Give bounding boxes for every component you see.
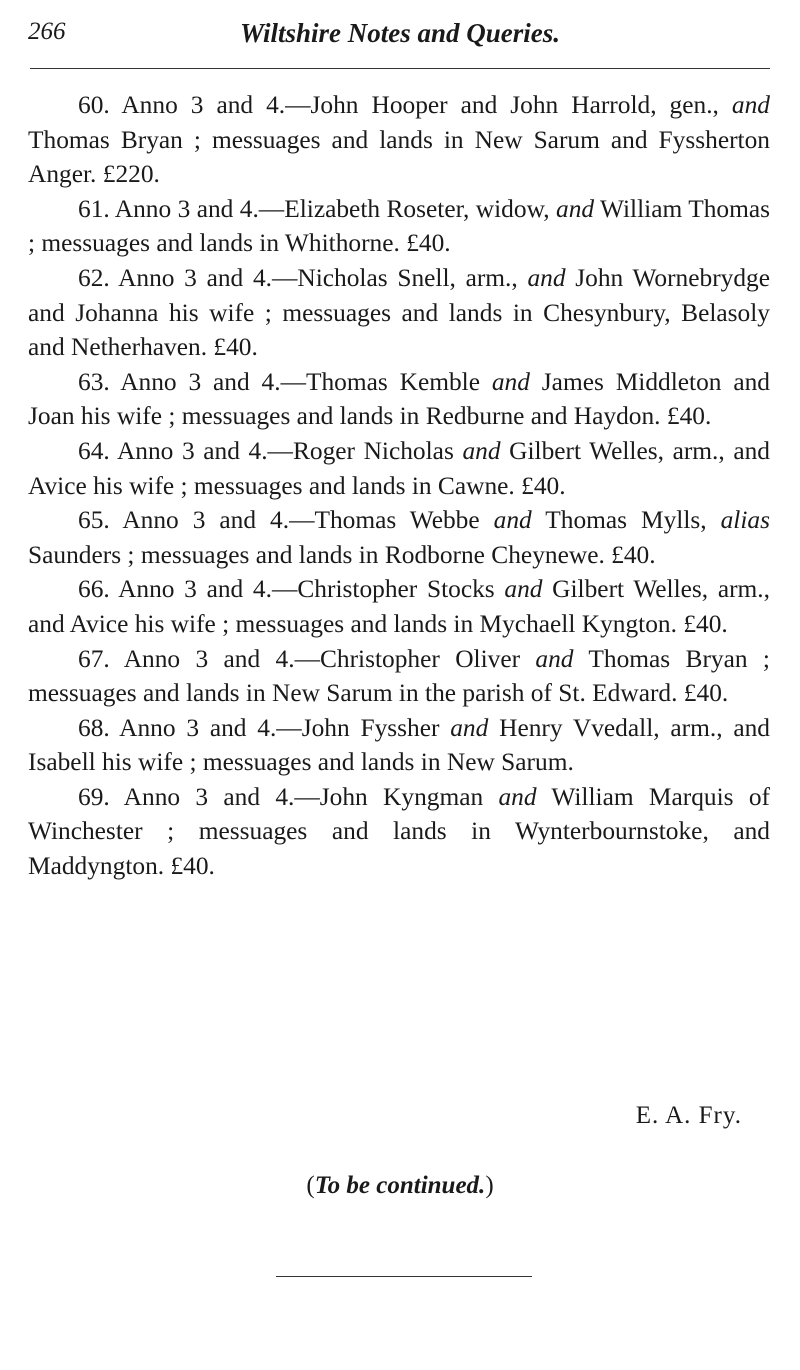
entry-head: Anno 3 and 4.—John Hooper and John Harrold, gen., — [121, 91, 732, 119]
entry-61 — [28, 192, 770, 261]
entry-conjunction: and — [450, 713, 489, 742]
entry-conjunction: and — [491, 367, 530, 396]
entry-conjunction: and — [493, 506, 532, 535]
entry-60 — [28, 88, 770, 192]
page-number: 266 — [28, 18, 66, 45]
continued-close-paren: ) — [485, 1172, 494, 1199]
entry-number: 62. — [78, 263, 110, 292]
entry-number: 66. — [78, 575, 110, 604]
entry-rest: James Middleton and Joan his wife ; messuages and lands in Redburne and Haydon. £40. — [28, 367, 771, 431]
entry-number: 69. — [78, 782, 110, 811]
entry-rest: Henry Vvedall, arm., and Isabell his wife ; messuages and lands in New Sarum. — [28, 713, 771, 777]
entry-rest: Thomas Bryan ; messuages and lands in New Sarum in the parish of St. Edward. £40. — [28, 644, 770, 708]
continued-text: To be continued. — [314, 1172, 486, 1199]
entry-conjunction: and — [556, 194, 595, 223]
entry-conjunction: and — [498, 782, 537, 811]
entry-number: 67. — [78, 644, 110, 673]
entry-head: Anno 3 and 4.—Elizabeth Roseter, widow, — [114, 194, 557, 223]
entry-conjunction: and — [462, 436, 501, 465]
entry-67 — [28, 642, 770, 711]
entry-head: Anno 3 and 4.—Christopher Stocks — [118, 575, 505, 604]
entry-rest: Gilbert Welles, arm., and Avice his wife ; messuages and lands in Mychaell Kyngton. £40. — [28, 575, 771, 638]
entry-head: Anno 3 and 4.—Nicholas Snell, arm., — [118, 263, 528, 292]
entry-number: 64. — [78, 436, 110, 465]
entry-62 — [28, 261, 770, 365]
continued-note — [0, 1172, 800, 1200]
entry-rest: Gilbert Welles, arm., and Avice his wife ; messuages and lands in Cawne. £40. — [28, 436, 770, 500]
entries-list — [28, 88, 770, 884]
entry-head: Anno 3 and 4.—John Kyngman — [123, 782, 499, 811]
entry-conjunction: and — [731, 91, 770, 119]
entry-rest: William Thomas ; messuages and lands in Whithorne. £40. — [28, 194, 770, 258]
entry-rest: William Marquis of Winchester ; messuages and lands in Wynterbournstoke, and Maddyngton. £40. — [28, 782, 770, 881]
footer-rule — [276, 1276, 532, 1277]
entry-head: Anno 3 and 4.—Roger Nicholas — [116, 436, 463, 465]
entry-head: Anno 3 and 4.—John Fyssher — [119, 713, 451, 742]
entry-66 — [28, 572, 770, 641]
entry-rest: Thomas Mylls, — [531, 506, 721, 535]
entry-number: 65. — [78, 506, 110, 535]
entry-head: Anno 3 and 4.—Christopher Oliver — [123, 644, 536, 673]
entry-number: 60. — [78, 91, 110, 119]
entry-rest: John Wornebrydge and Johanna his wife ; messuages and lands in Chesynbury, Belasoly and Netherhaven. £40. — [28, 263, 771, 362]
entry-68 — [28, 711, 770, 780]
continued-open-paren: ( — [306, 1172, 315, 1199]
running-title: Wiltshire Notes and Queries. — [239, 18, 561, 48]
entry-63 — [28, 365, 770, 434]
entry-number: 63. — [78, 367, 110, 396]
entry-69 — [28, 780, 770, 884]
entry-head: Anno 3 and 4.—Thomas Kemble — [120, 367, 492, 396]
header-rule — [30, 68, 770, 69]
entry-number: 61. — [78, 194, 110, 223]
entry-conjunction: and — [535, 644, 574, 673]
entry-rest-2: Saunders ; messuages and lands in Rodborne Cheynewe. £40. — [28, 540, 656, 569]
entry-conjunction: and — [504, 575, 543, 604]
author-signature: E. A. Fry. — [635, 1102, 742, 1129]
entry-number: 68. — [78, 713, 110, 742]
entry-rest: Thomas Bryan ; messuages and lands in New Sarum and Fyssherton Anger. £220. — [28, 125, 770, 189]
entry-alias: alias — [720, 506, 770, 535]
entry-head: Anno 3 and 4.—Thomas Webbe — [122, 506, 494, 535]
entry-65 — [28, 503, 770, 572]
entry-conjunction: and — [527, 263, 566, 292]
entry-64 — [28, 434, 770, 503]
page-header — [28, 18, 772, 52]
